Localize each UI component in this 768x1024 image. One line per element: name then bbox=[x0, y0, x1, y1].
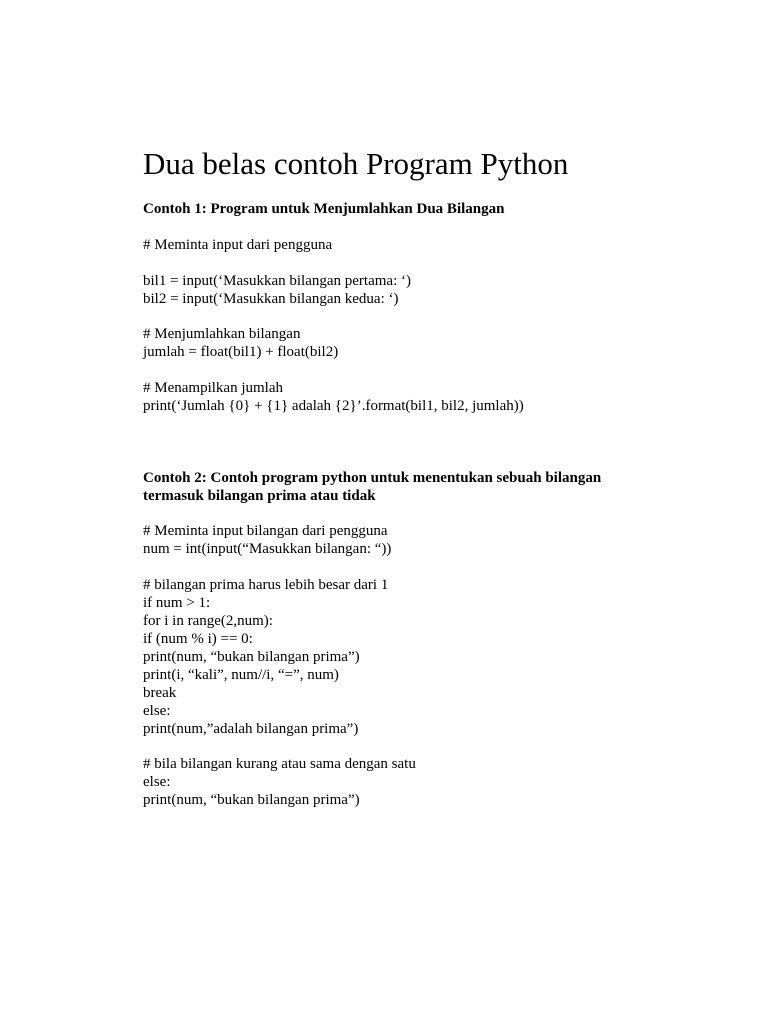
code-line: print(num, “bukan bilangan prima”) bbox=[143, 649, 360, 665]
heading-line: termasuk bilangan prima atau tidak bbox=[143, 488, 376, 504]
section-2-heading bbox=[143, 469, 623, 505]
code-line: num = int(input(“Masukkan bilangan: “)) bbox=[143, 541, 392, 557]
code-line: bil1 = input(‘Masukkan bilangan pertama: ‘) bbox=[143, 273, 411, 289]
code-line: print(i, “kali”, num//i, “=”, num) bbox=[143, 667, 339, 683]
section-2-else-block bbox=[143, 755, 416, 809]
code-line: print(num,”adalah bilangan prima”) bbox=[143, 721, 359, 737]
code-line: # Meminta input dari pengguna bbox=[143, 237, 333, 253]
code-line: print(‘Jumlah {0} + {1} adalah {2}’.format(bil1, bil2, jumlah)) bbox=[143, 398, 524, 414]
code-line: if num > 1: bbox=[143, 595, 211, 611]
section-1-heading: Contoh 1: Program untuk Menjumlahkan Dua Bilangan bbox=[143, 201, 505, 217]
code-line: if (num % i) == 0: bbox=[143, 631, 253, 647]
section-1-sum-block bbox=[143, 325, 338, 361]
section-2-input-block bbox=[143, 522, 391, 558]
code-line: # bilangan prima harus lebih besar dari 1 bbox=[143, 577, 389, 593]
code-line: else: bbox=[143, 774, 171, 790]
code-line: bil2 = input(‘Masukkan bilangan kedua: ‘) bbox=[143, 291, 399, 307]
section-2-logic-block bbox=[143, 576, 388, 738]
code-line: else: bbox=[143, 703, 171, 719]
code-line: break bbox=[143, 685, 177, 701]
code-line: # bila bilangan kurang atau sama dengan satu bbox=[143, 756, 416, 772]
document-title: Dua belas contoh Program Python bbox=[143, 146, 569, 181]
code-line: # Menjumlahkan bilangan bbox=[143, 326, 301, 342]
section-1-input-block bbox=[143, 272, 411, 308]
section-1-print-block bbox=[143, 379, 524, 415]
code-line: for i in range(2,num): bbox=[143, 613, 273, 629]
code-line: # Menampilkan jumlah bbox=[143, 380, 283, 396]
code-line: # Meminta input bilangan dari pengguna bbox=[143, 523, 388, 539]
code-line: jumlah = float(bil1) + float(bil2) bbox=[143, 344, 339, 360]
section-1-comment-input bbox=[143, 236, 332, 254]
heading-line: Contoh 2: Contoh program python untuk menentukan sebuah bilangan bbox=[143, 470, 602, 486]
code-line: print(num, “bukan bilangan prima”) bbox=[143, 792, 360, 808]
